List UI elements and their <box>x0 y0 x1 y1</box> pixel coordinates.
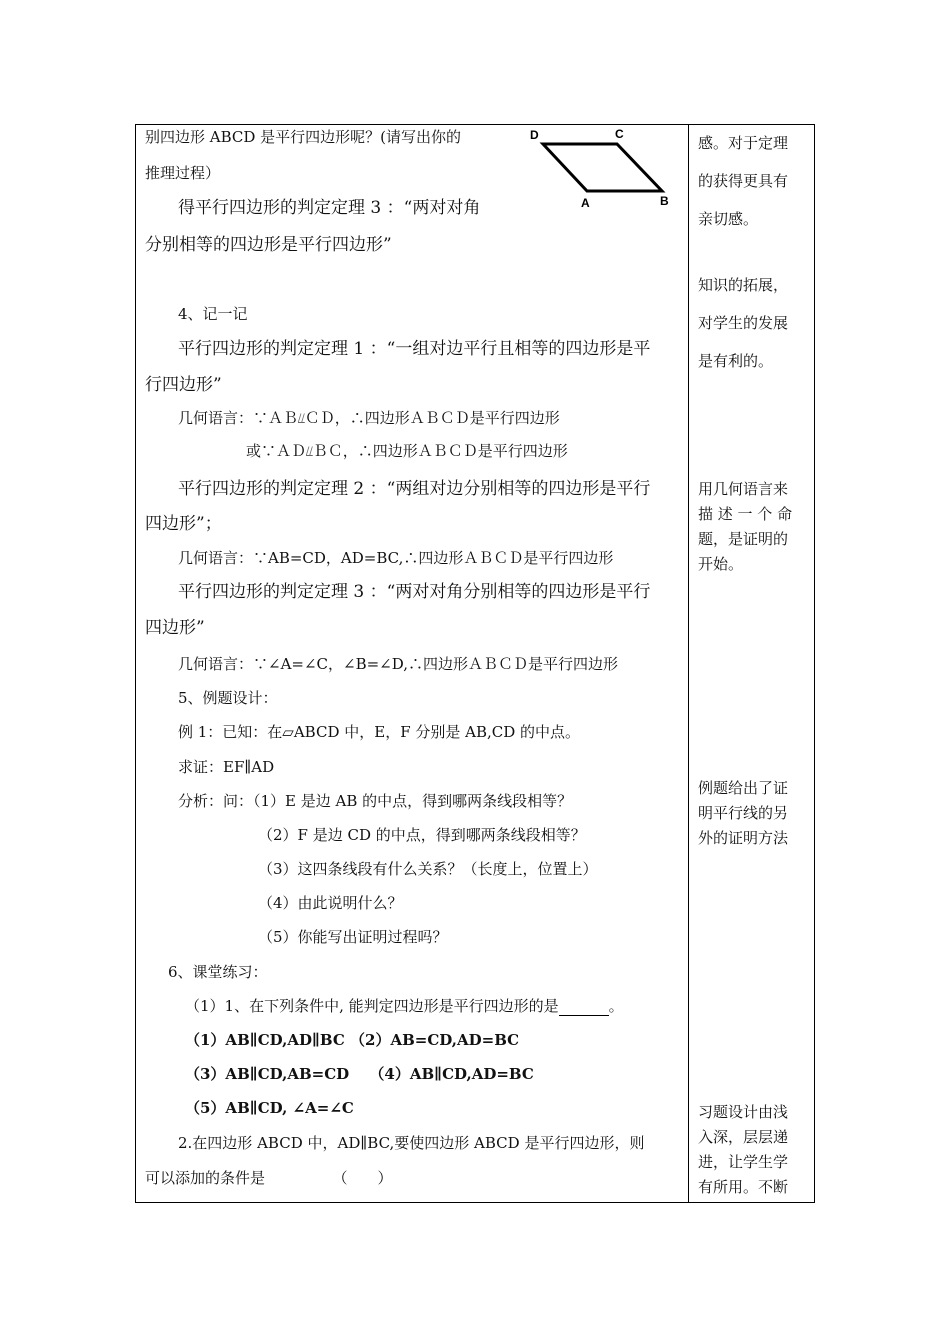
analysis-question: 分析：问：（1）E 是边 AB 的中点，得到哪两条线段相等？ <box>178 792 573 810</box>
side-note-line: 有所用。不断 <box>698 1178 789 1196</box>
side-note-line: 用几何语言来 <box>698 480 789 498</box>
geometry-language-1-alt <box>246 441 568 462</box>
exercise-2: 2.在四边形 ABCD 中，AD∥BC,要使四边形 ABCD 是平行四边形，则 <box>178 1134 645 1152</box>
side-note-line: 习题设计由浅 <box>698 1103 789 1121</box>
side-note-line: 知识的拓展， <box>698 276 789 294</box>
text-line: 别四边形 ABCD 是平行四边形呢？(请写出你的 <box>145 128 462 146</box>
parallel-equal-symbol: // <box>306 446 313 457</box>
theorem-3-intro-cont: 分别相等的四边形是平行四边形” <box>145 235 392 255</box>
side-note-line: 的获得更具有 <box>698 172 789 190</box>
side-note-1 <box>698 124 808 238</box>
side-note-line: 开始。 <box>698 555 744 573</box>
vertex-label-b: B <box>660 194 669 208</box>
side-note-line: 是有利的。 <box>698 352 774 370</box>
side-note-5 <box>698 1100 808 1200</box>
theorem-3-cont: 四边形” <box>145 618 205 638</box>
example-given: 例 1：已知：在▱ABCD 中，E，F 分别是 AB,CD 的中点。 <box>178 723 581 741</box>
answer-blank <box>559 1001 609 1016</box>
section-heading: 5、例题设计： <box>178 689 278 707</box>
exercise-text: （1）1、在下列条件中, 能判定四边形是平行四边形的是 <box>185 997 559 1015</box>
analysis-question: （3）这四条线段有什么关系？（长度上，位置上） <box>258 860 598 878</box>
exercise-option: （1）AB∥CD,AD∥BC （2）AB=CD,AD=BC <box>185 1031 520 1049</box>
geo-text: ＣＤ，∴四边形ＡＢＣＤ是平行四边形 <box>304 409 560 427</box>
side-note-line: 感。对于定理 <box>698 134 789 152</box>
geometry-language-1 <box>178 408 560 429</box>
section-heading: 4、记一记 <box>178 305 248 323</box>
exercise-text: 。 <box>608 997 624 1015</box>
side-note-line: 对学生的发展 <box>698 314 789 332</box>
side-note-line: 入深，层层递 <box>698 1128 789 1146</box>
text-line: 推理过程） <box>145 164 221 182</box>
theorem-3-intro: 得平行四边形的判定定理 3 ：“两对对角 <box>178 198 481 218</box>
side-note-line: 题，是证明的 <box>698 530 789 548</box>
exercise-2-cont: 可以添加的条件是 （ ） <box>145 1169 393 1187</box>
vertex-label-d: D <box>530 128 539 142</box>
parallelogram-figure <box>525 125 685 210</box>
analysis-question: （2）F 是边 CD 的中点，得到哪两条线段相等？ <box>258 826 586 844</box>
side-note-4 <box>698 776 808 851</box>
side-note-line: 描 述 一 个 命 <box>698 505 793 523</box>
example-prove: 求证：EF∥AD <box>178 758 275 776</box>
exercise-option: （5）AB∥CD, ∠A=∠C <box>185 1099 354 1117</box>
section-heading: 6、课堂练习： <box>168 963 268 981</box>
theorem-2-cont: 四边形”； <box>145 514 222 534</box>
exercise-option: （3）AB∥CD,AB=CD （4）AB∥CD,AD=BC <box>185 1065 534 1083</box>
column-divider <box>688 124 689 1203</box>
theorem-3: 平行四边形的判定定理 3 ：“两对对角分别相等的四边形是平行 <box>178 582 651 602</box>
side-note-line: 明平行线的另 <box>698 804 789 822</box>
geo-text: 几何语言：∵ＡＢ <box>178 409 299 427</box>
side-note-line: 例题给出了证 <box>698 779 789 797</box>
theorem-1: 平行四边形的判定定理 1 ：“一组对边平行且相等的四边形是平 <box>178 339 651 359</box>
side-note-3 <box>698 477 808 577</box>
theorem-2: 平行四边形的判定定理 2 ：“两组对边分别相等的四边形是平行 <box>178 479 651 499</box>
geometry-language-3: 几何语言：∵∠A=∠C，∠B=∠D,∴四边形ＡＢＣＤ是平行四边形 <box>178 655 619 673</box>
analysis-question: （4）由此说明什么？ <box>258 894 403 912</box>
side-note-2 <box>698 266 808 380</box>
vertex-label-a: A <box>581 196 590 210</box>
vertex-label-c: C <box>615 127 624 141</box>
parallelogram-shape <box>543 144 662 191</box>
analysis-question: （5）你能写出证明过程吗？ <box>258 928 448 946</box>
side-note-line: 外的证明方法 <box>698 829 789 847</box>
geometry-language-2: 几何语言：∵AB=CD，AD=BC,∴四边形ＡＢＣＤ是平行四边形 <box>178 549 614 567</box>
side-note-line: 进，让学生学 <box>698 1153 789 1171</box>
geo-text: 或∵ＡＤ <box>246 442 307 460</box>
exercise-1 <box>185 996 624 1016</box>
parallel-equal-symbol: // <box>298 413 305 424</box>
theorem-1-cont: 行四边形” <box>145 375 222 395</box>
geo-text: ＢＣ，∴四边形ＡＢＣＤ是平行四边形 <box>312 442 568 460</box>
side-note-line: 亲切感。 <box>698 210 759 228</box>
